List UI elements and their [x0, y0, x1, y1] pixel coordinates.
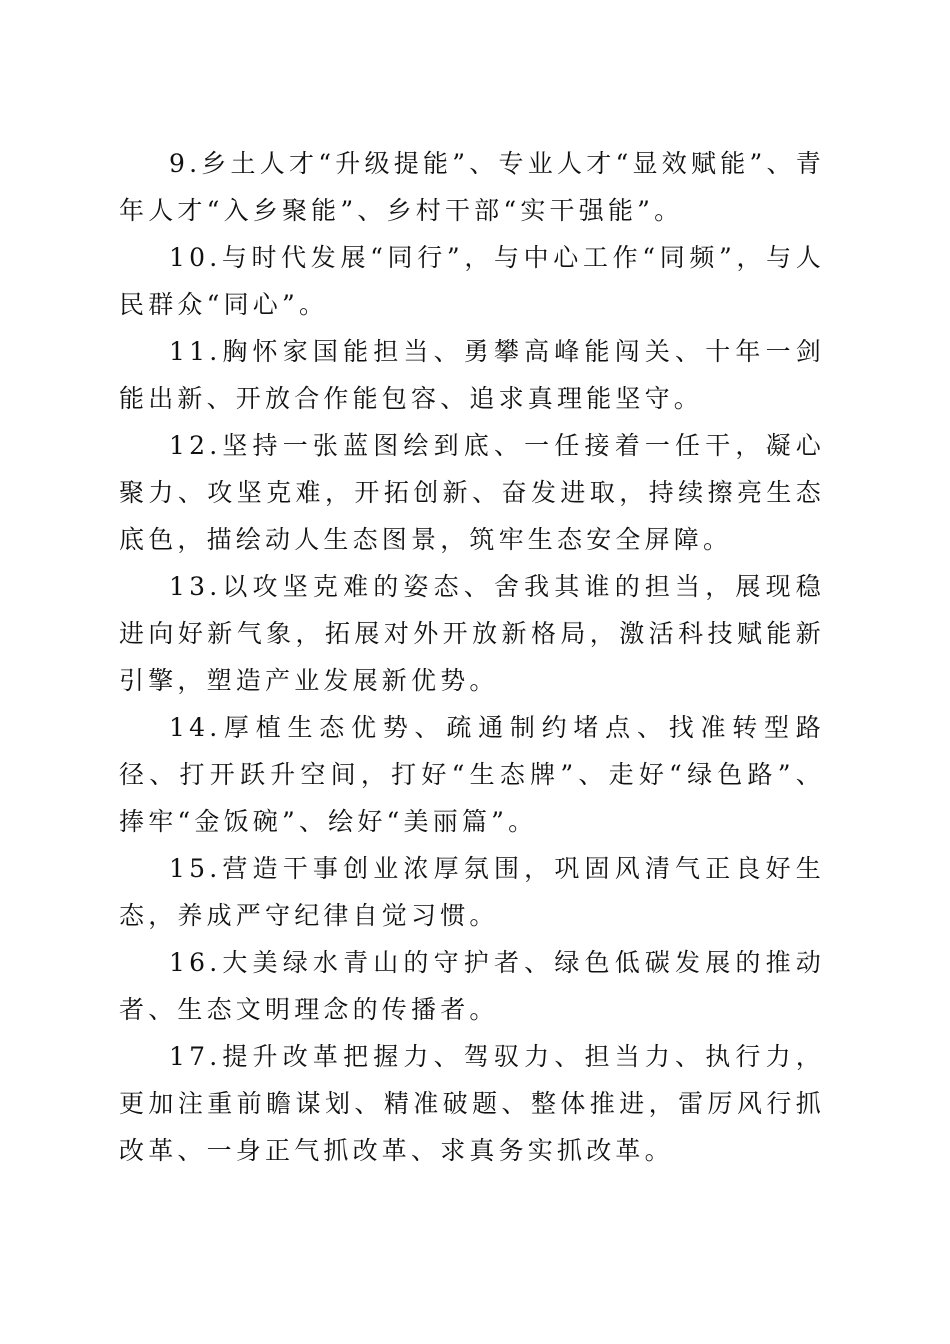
list-item-17: 17.提升改革把握力、驾驭力、担当力、执行力，更加注重前瞻谋划、精准破题、整体推进，雷厉风行抓改革、一身正气抓改革、求真务实抓改革。	[119, 1042, 825, 1165]
list-item-9: 9.乡土人才“升级提能”、专业人才“显效赋能”、青年人才“入乡聚能”、乡村干部“实干强能”。	[119, 149, 825, 225]
list-item-10: 10.与时代发展“同行”，与中心工作“同频”，与人民群众“同心”。	[119, 243, 825, 319]
list-item-14: 14.厚植生态优势、疏通制约堵点、找准转型路径、打开跃升空间，打好“生态牌”、走好“绿色路”、捧牢“金饭碗”、绘好“美丽篇”。	[119, 713, 825, 836]
list-item-16: 16.大美绿水青山的守护者、绿色低碳发展的推动者、生态文明理念的传播者。	[119, 948, 825, 1024]
list-item-13: 13.以攻坚克难的姿态、舍我其谁的担当，展现稳进向好新气象，拓展对外开放新格局，激活科技赋能新引擎，塑造产业发展新优势。	[119, 572, 825, 695]
list-item-12: 12.坚持一张蓝图绘到底、一任接着一任干，凝心聚力、攻坚克难，开拓创新、奋发进取，持续擦亮生态底色，描绘动人生态图景，筑牢生态安全屏障。	[119, 431, 825, 554]
list-item-11: 11.胸怀家国能担当、勇攀高峰能闯关、十年一剑能出新、开放合作能包容、追求真理能坚守。	[119, 337, 825, 413]
list-item-15: 15.营造干事创业浓厚氛围，巩固风清气正良好生态，养成严守纪律自觉习惯。	[119, 854, 825, 930]
document-body	[119, 140, 825, 1174]
